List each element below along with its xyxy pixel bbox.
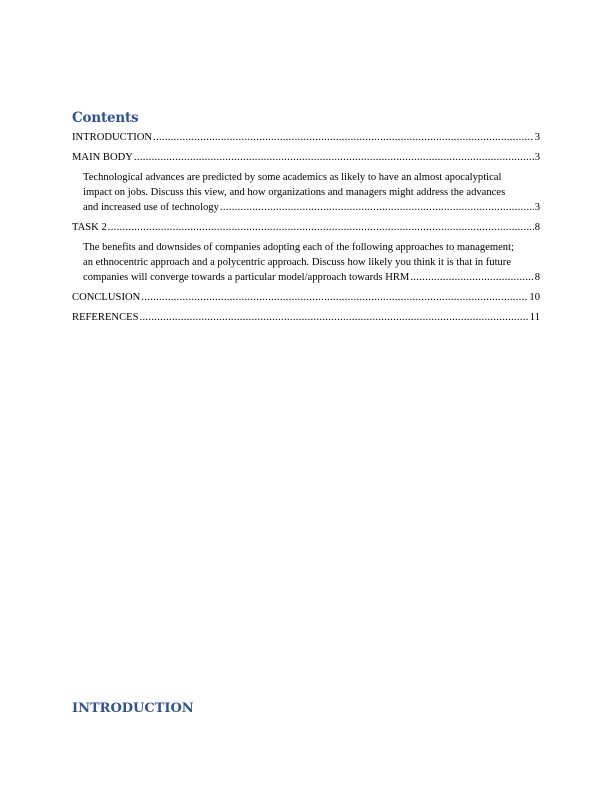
toc-entry-text-line: Technological advances are predicted by some academics as likely to have an almost apocalyptical (83, 172, 502, 183)
toc-leader-dots (134, 150, 534, 165)
toc-entry-task-2[interactable] (72, 220, 540, 235)
toc-entry-label: CONCLUSION (72, 292, 141, 303)
toc-entry-text-line: The benefits and downsides of companies adopting each of the following approaches to management; (83, 242, 514, 253)
toc-entry-text-line: an ethnocentric approach and a polycentric approach. Discuss how likely you think it is that in future (83, 257, 512, 268)
toc-entry-technological-advances[interactable] (72, 170, 540, 215)
toc-page-number: 8 (534, 272, 540, 283)
toc-leader-dots (141, 290, 528, 305)
toc-page-number: 3 (534, 202, 540, 213)
toc-entry-label: REFERENCES (72, 312, 139, 323)
toc-entry-text-line: impact on jobs. Discuss this view, and how organizations and managers might address the advances (83, 187, 506, 198)
toc-entry-text-line: and increased use of technology (83, 202, 219, 213)
toc-page-number: 3 (534, 152, 540, 163)
table-of-contents (72, 130, 540, 330)
toc-page-number: 8 (534, 222, 540, 233)
toc-entry-label: TASK 2 (72, 222, 107, 233)
toc-leader-dots (410, 270, 533, 285)
toc-page-number: 11 (529, 312, 540, 323)
toc-page-number: 3 (534, 132, 540, 143)
toc-leader-dots (140, 310, 529, 325)
toc-leader-dots (108, 220, 534, 235)
toc-entry-label: INTRODUCTION (72, 132, 153, 143)
toc-entry-introduction[interactable] (72, 130, 540, 145)
toc-title: Contents (72, 110, 139, 126)
toc-page-number: 10 (529, 292, 540, 303)
toc-entry-benefits-downsides[interactable] (72, 240, 540, 285)
toc-entry-text-line: companies will converge towards a particular model/approach towards HRM (83, 272, 410, 283)
section-heading-introduction: INTRODUCTION (72, 701, 194, 716)
toc-entry-label: MAIN BODY (72, 152, 133, 163)
toc-leader-dots (153, 130, 534, 145)
toc-entry-conclusion[interactable] (72, 290, 540, 305)
toc-leader-dots (220, 200, 534, 215)
toc-entry-main-body[interactable] (72, 150, 540, 165)
toc-entry-references[interactable] (72, 310, 540, 325)
